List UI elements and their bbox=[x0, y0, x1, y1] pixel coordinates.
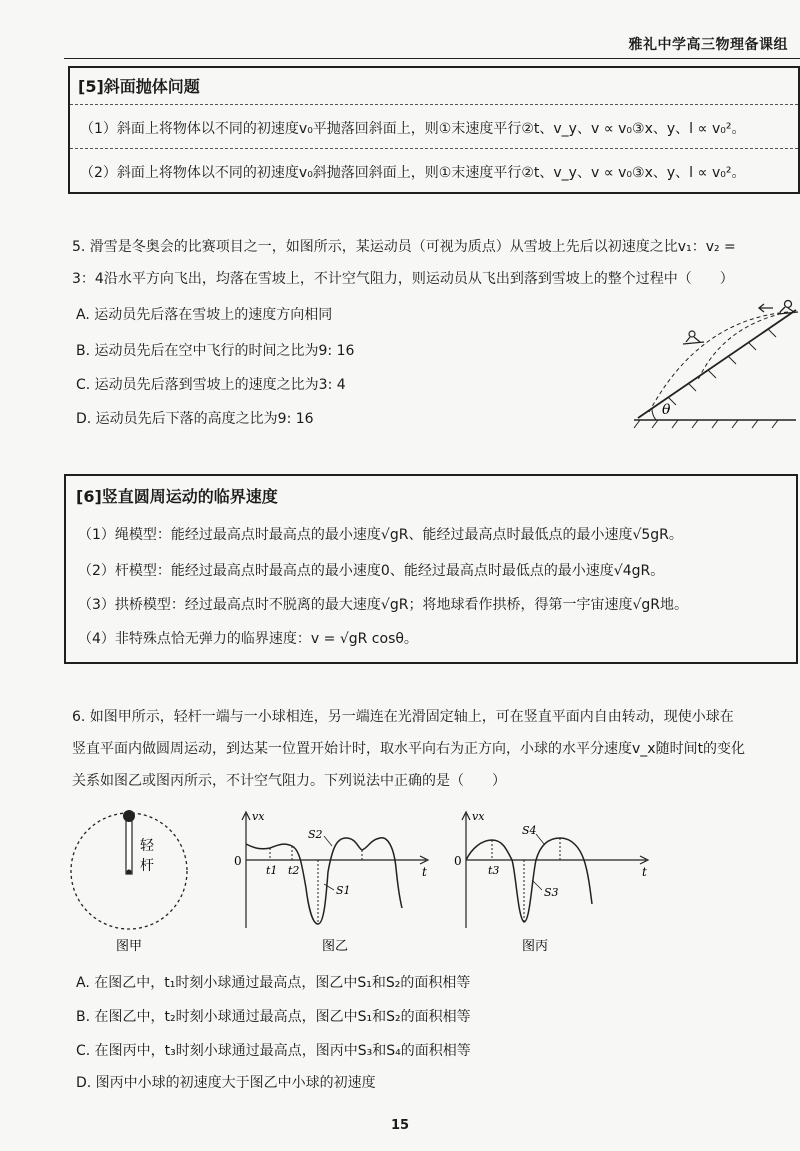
section5-box bbox=[68, 66, 800, 194]
figure-yi bbox=[228, 808, 434, 958]
page-header-title: 雅礼中学高三物理备课组 bbox=[628, 37, 788, 53]
q5-option-b: B. 运动员先后在空中飞行的时间之比为9: 16 bbox=[76, 343, 355, 359]
section5-title: [5]斜面抛体问题 bbox=[78, 77, 200, 96]
q6-option-d: D. 图丙中小球的初速度大于图乙中小球的初速度 bbox=[76, 1075, 376, 1091]
q5-option-a: A. 运动员先后落在雪坡上的速度方向相同 bbox=[76, 307, 333, 323]
q6-option-a: A. 在图乙中，t₁时刻小球通过最高点，图乙中S₁和S₂的面积相等 bbox=[76, 975, 471, 991]
yi-t2-label: t2 bbox=[288, 864, 300, 877]
skier-midair-icon bbox=[683, 331, 704, 344]
section5-line-2: （2）斜面上将物体以不同的初速度v₀斜抛落回斜面上，则①末速度平行②t、v_y、v ∝ v₀③x、y、l ∝ v₀²。 bbox=[80, 165, 746, 181]
slope-hatching bbox=[634, 329, 778, 428]
pivot-axis bbox=[127, 870, 132, 875]
q6-option-b: B. 在图乙中，t₂时刻小球通过最高点，图乙中S₁和S₂的面积相等 bbox=[76, 1009, 471, 1025]
q5-option-d: D. 运动员先后下落的高度之比为9: 16 bbox=[76, 411, 314, 427]
bing-origin-label: 0 bbox=[454, 854, 462, 868]
section6-box bbox=[64, 474, 798, 664]
header-rule bbox=[64, 58, 800, 59]
bing-s3-label: S3 bbox=[544, 886, 559, 899]
q6-stem-line-3: 关系如图乙或图丙所示，不计空气阻力。下列说法中正确的是（ ） bbox=[72, 773, 506, 789]
bing-s4-label: S4 bbox=[522, 824, 537, 837]
figure-bing bbox=[448, 808, 654, 958]
yi-s2-leader bbox=[324, 836, 332, 846]
yi-curve bbox=[246, 838, 402, 924]
yi-t-label: t bbox=[422, 865, 427, 879]
yi-s2-label: S2 bbox=[308, 828, 323, 841]
section6-line-4: （4）非特殊点恰无弹力的临界速度：v = √gR cosθ。 bbox=[78, 631, 418, 647]
section6-title: [6]竖直圆周运动的临界速度 bbox=[76, 487, 278, 506]
q6-option-c: C. 在图丙中，t₃时刻小球通过最高点，图丙中S₃和S₄的面积相等 bbox=[76, 1043, 471, 1059]
bing-curve bbox=[466, 838, 592, 922]
q5-option-c: C. 运动员先后落到雪坡上的速度之比为3: 4 bbox=[76, 377, 346, 393]
caption-yi: 图乙 bbox=[322, 939, 349, 954]
page-number: 15 bbox=[390, 1118, 410, 1133]
rod-label-2: 杆 bbox=[140, 858, 154, 874]
q5-stem-line-2: 3：4沿水平方向飞出，均落在雪坡上，不计空气阻力，则运动员从飞出到落到雪坡上的整个过程中（ ） bbox=[72, 271, 734, 287]
yi-s1-leader bbox=[324, 884, 334, 890]
angle-arc bbox=[652, 408, 656, 420]
yi-s1-label: S1 bbox=[336, 884, 351, 897]
q6-stem-line-1: 6. 如图甲所示，轻杆一端与一小球相连，另一端连在光滑固定轴上，可在竖直平面内自由转动，现使小球在 bbox=[72, 709, 734, 725]
caption-jia: 图甲 bbox=[116, 939, 143, 954]
yi-t1-label: t1 bbox=[266, 864, 278, 877]
q5-stem-line-1: 5. 滑雪是冬奥会的比赛项目之一，如图所示，某运动员（可视为质点）从雪坡上先后以初速度之比v₁：v₂ = bbox=[72, 239, 736, 255]
light-rod bbox=[126, 816, 132, 874]
section5-line-1: （1）斜面上将物体以不同的初速度v₀平抛落回斜面上，则①末速度平行②t、v_y、v ∝ v₀③x、y、l ∝ v₀²。 bbox=[80, 121, 746, 137]
bing-vx-label: vx bbox=[472, 810, 485, 823]
yi-origin-label: 0 bbox=[234, 854, 242, 868]
bing-s4-leader bbox=[536, 834, 544, 844]
section5-divider-1 bbox=[70, 104, 798, 105]
ball bbox=[123, 810, 135, 822]
section5-divider-2 bbox=[70, 148, 798, 149]
q6-stem-line-2: 竖直平面内做圆周运动，到达某一位置开始计时，取水平向右为正方向，小球的水平分速度v_x随时间t的变化 bbox=[72, 741, 746, 757]
skier-icon bbox=[759, 301, 798, 315]
section6-line-3: （3）拱桥模型：经过最高点时不脱离的最大速度√gR；将地球看作拱桥，得第一宇宙速度√gR地。 bbox=[78, 597, 688, 613]
caption-bing: 图丙 bbox=[522, 939, 549, 954]
section6-line-2: （2）杆模型：能经过最高点时最高点的最小速度0、能经过最高点时最低点的最小速度√4gR。 bbox=[78, 563, 665, 579]
bing-t3-label: t3 bbox=[488, 864, 500, 877]
angle-theta-label: θ bbox=[662, 402, 671, 418]
ski-slope-figure bbox=[628, 290, 800, 438]
figure-jia bbox=[66, 806, 196, 956]
section6-line-1: （1）绳模型：能经过最高点时最高点的最小速度√gR、能经过最高点时最低点的最小速度√5gR。 bbox=[78, 527, 683, 543]
yi-vx-label: vx bbox=[252, 810, 265, 823]
rod-label-1: 轻 bbox=[140, 838, 154, 854]
bing-t-label: t bbox=[642, 865, 647, 879]
bing-s3-leader bbox=[532, 880, 542, 890]
